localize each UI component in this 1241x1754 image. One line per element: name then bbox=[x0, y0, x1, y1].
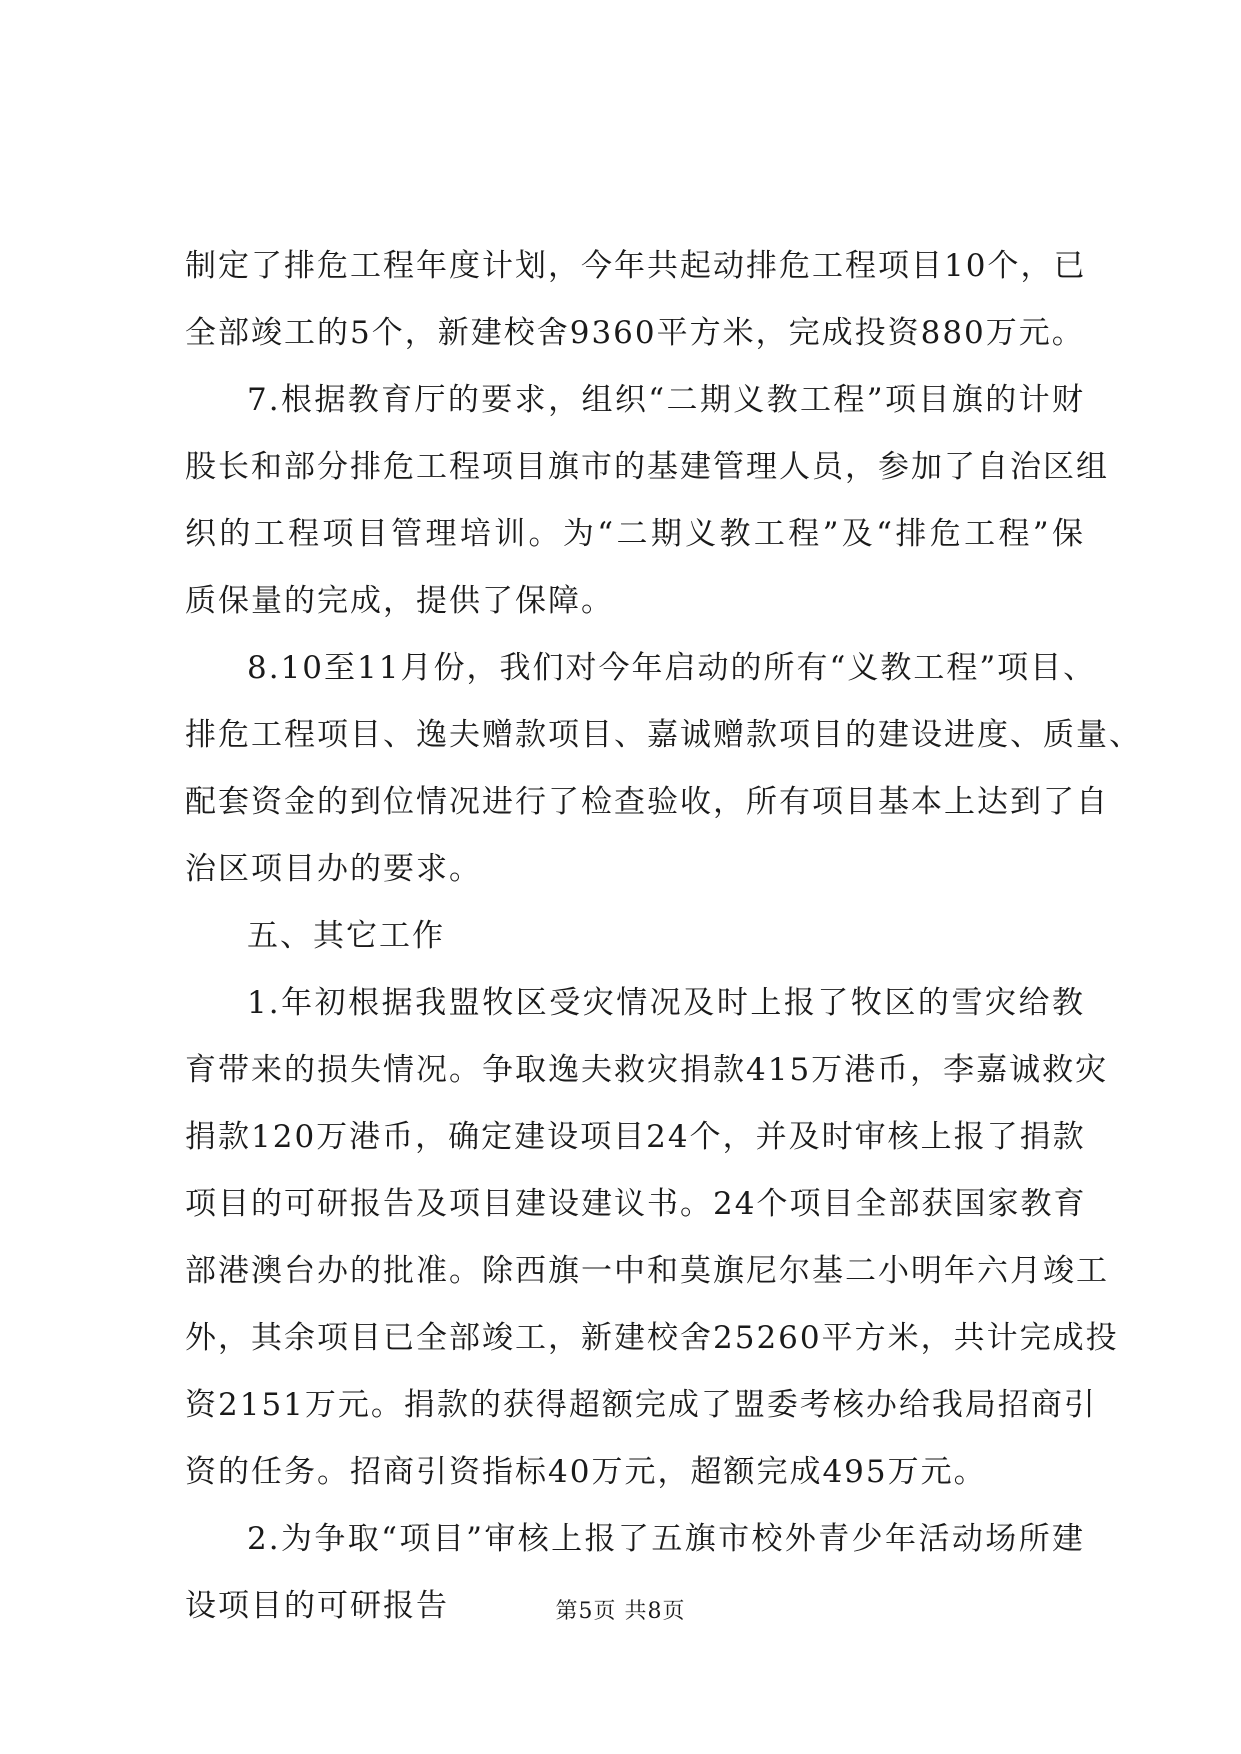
text-line: 育带来的损失情况。争取逸夫救灾捐款415万港币，李嘉诚救灾 bbox=[185, 1052, 1109, 1088]
text-line: 外，其余项目已全部竣工，新建校舍25260平方米，共计完成投 bbox=[185, 1320, 1119, 1356]
text-line: 资的任务。招商引资指标40万元，超额完成495万元。 bbox=[185, 1454, 987, 1490]
text-line: 1.年初根据我盟牧区受灾情况及时上报了牧区的雪灾给教 bbox=[247, 985, 1085, 1021]
text-line: 7.根据教育厅的要求，组织“二期义教工程”项目旗的计财 bbox=[247, 382, 1085, 418]
text-line: 质保量的完成，提供了保障。 bbox=[185, 583, 614, 619]
text-line: 制定了排危工程年度计划，今年共起动排危工程项目10个，已 bbox=[185, 248, 1087, 284]
page-footer: 第5页 共8页 bbox=[555, 1599, 686, 1624]
text-line: 设项目的可研报告 bbox=[185, 1588, 449, 1624]
text-line: 捐款120万港币，确定建设项目24个，并及时审核上报了捐款 bbox=[185, 1119, 1086, 1155]
document-body bbox=[185, 233, 1142, 1640]
text-line: 全部竣工的5个，新建校舍9360平方米，完成投资880万元。 bbox=[185, 315, 1085, 351]
text-line: 项目的可研报告及项目建设建议书。24个项目全部获国家教育 bbox=[185, 1186, 1087, 1222]
text-line: 五、其它工作 bbox=[247, 918, 445, 954]
text-line: 资2151万元。捐款的获得超额完成了盟委考核办给我局招商引 bbox=[185, 1387, 1097, 1423]
text-line: 配套资金的到位情况进行了检查验收，所有项目基本上达到了自 bbox=[185, 784, 1109, 820]
text-line: 排危工程项目、逸夫赠款项目、嘉诚赠款项目的建设进度、质量、 bbox=[185, 717, 1142, 753]
text-line: 2.为争取“项目”审核上报了五旗市校外青少年活动场所建 bbox=[247, 1521, 1085, 1557]
text-line: 股长和部分排危工程项目旗市的基建管理人员，参加了自治区组 bbox=[185, 449, 1109, 485]
text-line: 8.10至11月份，我们对今年启动的所有“义教工程”项目、 bbox=[247, 650, 1097, 686]
text-line: 治区项目办的要求。 bbox=[185, 851, 482, 887]
text-line: 部港澳台办的批准。除西旗一中和莫旗尼尔基二小明年六月竣工 bbox=[185, 1253, 1109, 1289]
text-line: 织的工程项目管理培训。为“二期义教工程”及“排危工程”保 bbox=[185, 516, 1085, 552]
